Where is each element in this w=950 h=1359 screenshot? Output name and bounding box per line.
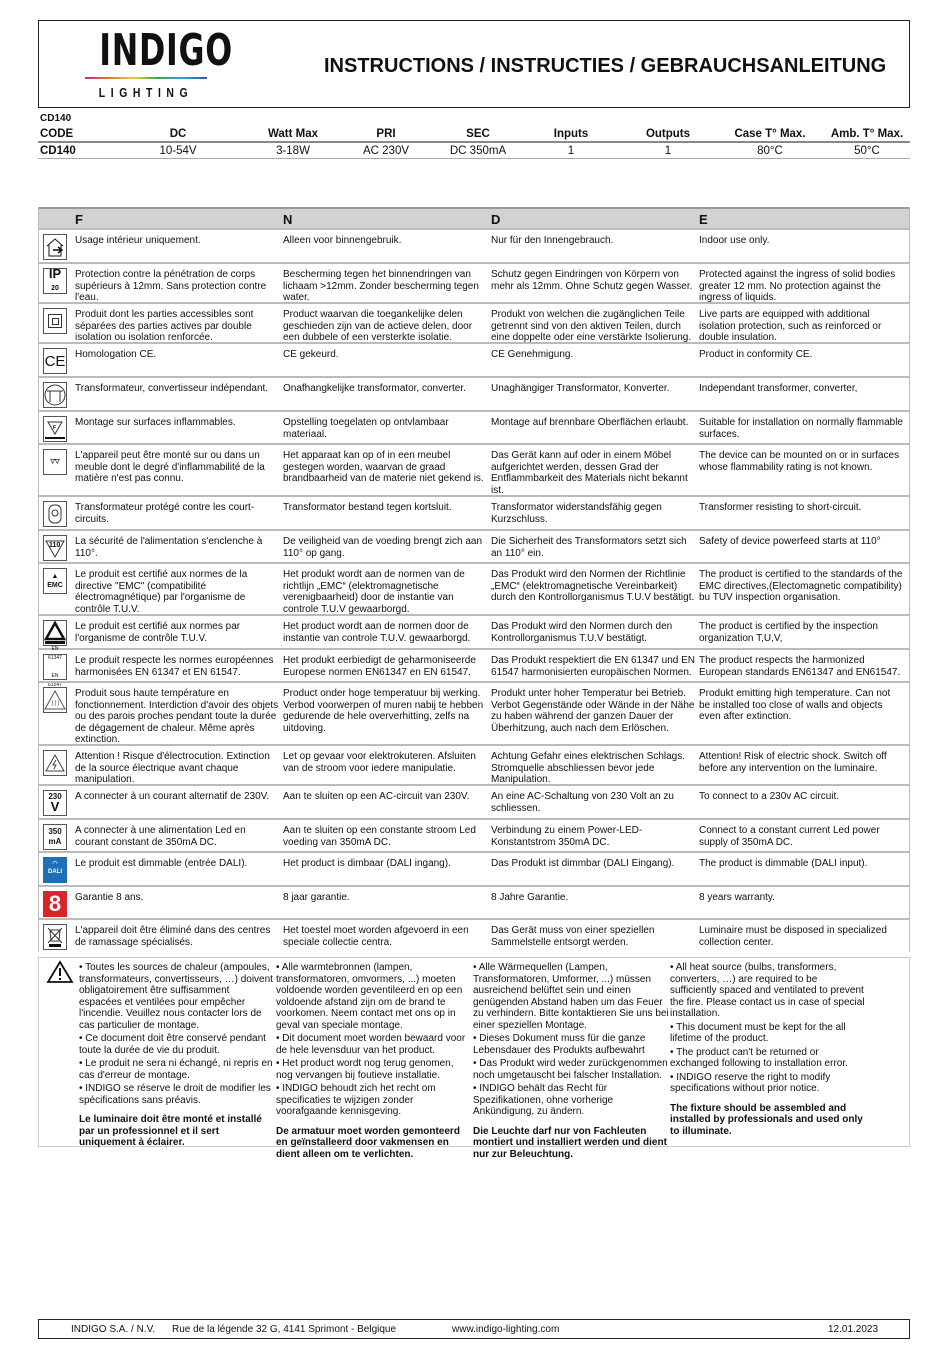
- warnings-section: [38, 957, 910, 1160]
- svg-text:110: 110: [49, 542, 61, 549]
- table-row: [39, 784, 909, 818]
- independent-transformer-icon: [43, 382, 67, 408]
- col-header-d: D: [491, 212, 501, 227]
- spec-value-cell: 3-18W: [276, 144, 310, 157]
- cell-d: Das Produkt wird den Normen der Richtlinie „EMC“ (elektromagnetische Vereinbarkeit) durch den Kontrollorganismus T.U.V bestätigt.: [491, 569, 695, 603]
- footer-company: INDIGO S.A. / N.V.: [71, 1324, 156, 1335]
- cell-e: Live parts are equipped with additional isolation protection, such as reinforced or double insulation.: [699, 309, 882, 343]
- cell-d: Die Sicherheit des Transformators setzt sich an 110° ein.: [491, 536, 687, 559]
- warning-bullet: • Dieses Dokument muss für die ganze Lebensdauer des Produkts aufbewahrt: [473, 1033, 646, 1056]
- weee-bin-icon: [43, 924, 67, 950]
- spec-value-cell: DC 350mA: [449, 144, 507, 157]
- page-title: INSTRUCTIONS / INSTRUCTIES / GEBRAUCHSANLEITUNG: [324, 55, 887, 77]
- cell-e: Transformer resisting to short-circuit.: [699, 502, 862, 513]
- warning-bullet: • INDIGO reserve the right to modify specifications without prior notice.: [670, 1071, 831, 1094]
- short-circuit-proof-icon: [43, 501, 67, 527]
- cell-d: Achtung Gefahr eines elektrischen Schlags. Stromquelle abschliessen bevor jede Manipulation.: [491, 751, 685, 785]
- col-header-n: N: [283, 212, 293, 227]
- cell-d: Das Produkt wird den Normen durch den Kontrollorganismus T.U.V bestätigt.: [491, 621, 673, 644]
- warning-bullet: • INDIGO behoudt zich het recht om specificaties te wijzigen zonder voorafgaande kennisgeving.: [276, 1083, 436, 1117]
- spec-header-cell: PRI: [376, 128, 396, 140]
- cell-e: To connect to a 230v AC circuit.: [699, 791, 840, 802]
- cell-d: 8 Jahre Garantie.: [491, 892, 569, 903]
- table-row: [39, 443, 909, 495]
- cell-e: The product is certified by the inspection organization T,U,V,: [699, 621, 878, 644]
- cell-f: Produit sous haute température en fonctionnement. Interdiction d'avoir des objets ou des parois proches pendant toute la durée de dégagement de chaleur. Même après extinction.: [75, 688, 279, 745]
- table-row: [39, 645, 909, 688]
- cell-f: Produit dont les parties accessibles sont séparées des parties actives par double isolation ou isolation renforcée.: [75, 309, 254, 343]
- mm-mark-icon: ▽▽: [43, 449, 67, 475]
- cell-d: Das Gerät muss von einer speziellen Sammelstelle entsorgt werden.: [491, 925, 655, 948]
- indigo-logo: [81, 25, 233, 100]
- cell-d: Das Gerät kann auf oder in einem Möbel aufgerichtet werden, dessen Grad der Entflammbarkeit des Materials nicht bekannt ist.: [491, 450, 688, 496]
- warning-bullet: • Alle Wärmequellen (Lampen, Transformatoren, Umformer, ...) müssen ausreichend belüftet sein und einen genügenden Abstand haben um das Feuer zu verhindern. Bitte kontaktieren Sie uns bei einer speziellen Montage.: [473, 962, 669, 1031]
- cell-e: Safety of device powerfeed starts at 110°: [699, 536, 881, 547]
- table-row: [39, 228, 909, 262]
- warning-bullet: • This document must be kept for the all lifetime of the product.: [670, 1021, 846, 1044]
- spec-value-cell: 50°C: [854, 144, 880, 157]
- cell-n: Bescherming tegen het binnendringen van lichaam >12mm. Zonder bescherming tegen water.: [283, 269, 479, 303]
- table-row: [39, 851, 909, 885]
- warning-bullet: • Dit document moet worden bewaard voor de hele levensduur van het product.: [276, 1033, 466, 1056]
- footer: [38, 1319, 910, 1339]
- spec-header-cell: Outputs: [645, 128, 691, 140]
- cell-e: Produkt emitting high temperature. Can not be installed too close of walls and objects even after extinction.: [699, 688, 891, 722]
- warning-column: [276, 962, 472, 1160]
- table-row: [39, 918, 909, 952]
- product-code: CD140: [40, 113, 72, 124]
- logo-subtitle: LIGHTING: [98, 85, 194, 100]
- warning-column: [473, 962, 669, 1160]
- thermal-110-icon: [43, 535, 67, 561]
- svg-text:F: F: [53, 425, 57, 431]
- cell-n: Het product is dimbaar (DALI ingang).: [283, 858, 451, 869]
- symbols-table: [38, 207, 910, 952]
- cell-d: Unaghängiger Transformator, Konverter.: [491, 383, 670, 394]
- warning-bullet: • Le produit ne sera ni échangé, ni repris en cas d'erreur de montage.: [79, 1058, 273, 1081]
- 350ma-icon: 350 mA: [43, 824, 67, 850]
- table-row: [39, 495, 909, 529]
- cell-f: Le produit est dimmable (entrée DALI).: [75, 858, 248, 869]
- table-row: [39, 342, 909, 376]
- cell-d: Produkt unter hoher Temperatur bei Betrieb. Verbot Gegenstände oder Wände in der Nähe zu haben während der ganzen Dauer der Überhitzung, auch nach dem Erlöschen.: [491, 688, 695, 734]
- footer-date: 12.01.2023: [828, 1324, 879, 1335]
- cell-f: A connecter à un courant alternatif de 230V.: [75, 791, 270, 802]
- warning-bold-note: Die Leuchte darf nur von Fachleuten montiert und installiert werden und dient nur zur Beleuchtung.: [473, 1125, 667, 1160]
- cell-e: The product is dimmable (DALI input).: [699, 858, 868, 869]
- spec-header-cell: Amb. T° Max.: [830, 128, 904, 140]
- cell-f: Le produit est certifié aux normes de la directive "EMC" (compatibilité électromagnétique) par l'organisme de contrôle T.U.V.: [75, 569, 248, 615]
- table-row: [39, 262, 909, 302]
- cell-n: Aan te sluiten op een constante stroom Led voeding van 350mA DC.: [283, 825, 476, 848]
- double-insulation-icon: [43, 308, 67, 334]
- table-row: [39, 376, 909, 410]
- col-header-e: E: [699, 212, 708, 227]
- warning-bullet: • INDIGO behält das Recht für Spezifikationen, ohne vorherige Ankündigung, zu ändern.: [473, 1083, 614, 1117]
- cell-n: Het apparaat kan op of in een meubel gestegen worden, waarvan de graad brandbaarheid van de materie niet gekend is.: [283, 450, 484, 484]
- cell-f: Transformateur protégé contre les court-circuits.: [75, 502, 255, 525]
- cell-e: The product is certified to the standards of the EMC directives,(Electomagnetic compatibility) bu TUV inspection organisation.: [699, 569, 903, 603]
- table-row: [39, 818, 909, 851]
- cell-f: Garantie 8 ans.: [75, 892, 144, 903]
- warning-column: [79, 962, 275, 1149]
- cell-d: Montage auf brennbare Oberflächen erlaubt.: [491, 417, 689, 428]
- spec-value-cell: 10-54V: [159, 144, 197, 157]
- cell-e: 8 years warranty.: [699, 892, 775, 903]
- cell-e: The product respects the harmonized European standards EN61347 and EN61547.: [699, 655, 901, 678]
- cell-e: Attention! Risk of electric shock. Switch off before any intervention on the luminaire.: [699, 751, 887, 774]
- cell-e: Independant transformer, converter,: [699, 383, 858, 394]
- cell-f: Homologation CE.: [75, 349, 157, 360]
- cell-d: Das Produkt ist dimmbar (DALI Eingang).: [491, 858, 675, 869]
- cell-n: Aan te sluiten op een AC-circuit van 230V.: [283, 791, 470, 802]
- warning-triangle-icon: [47, 961, 73, 983]
- warranty-8-icon: 8: [43, 891, 67, 917]
- table-row: [39, 302, 909, 342]
- spec-value-cell: 1: [664, 144, 672, 157]
- table-row: [39, 410, 909, 443]
- tuv-icon: [43, 620, 67, 646]
- ip20-icon: IP 20: [43, 268, 67, 294]
- cell-d: Schutz gegen Eindringen von Körpern von mehr als 12mm. Ohne Schutz gegen Wasser.: [491, 269, 693, 292]
- warning-bold-note: Le luminaire doit être monté et installé par un professionnel et il sert uniquement à éclairer.: [79, 1114, 262, 1148]
- table-header: [39, 207, 909, 228]
- footer-website[interactable]: www.indigo-lighting.com: [452, 1324, 560, 1335]
- cell-e: Indoor use only.: [699, 235, 770, 246]
- cell-n: Het product wordt aan de normen door de instantie van controle T.U.V. gewaarborgd.: [283, 621, 471, 644]
- cell-d: Produkt von welchen die zugänglichen Teile getrennt sind von den aktiven Teilen, durch eine doppelte oder eine verstärkte Isolierung.: [491, 309, 692, 343]
- spec-value-cell: CD140: [40, 144, 76, 157]
- cell-n: Product waarvan die toegankelijke delen geschieden zijn van de actieve delen, door een dubbele of een versterkte isolatie.: [283, 309, 473, 343]
- cell-n: CE gekeurd.: [283, 349, 339, 360]
- warning-bullet: • Toutes les sources de chaleur (ampoules, transformateurs, convertisseurs, …) doivent obligatoirement être suffisamment espacées et ventilées pour empêcher l'incendie. Veuillez nous contacter lors de cas particulier de montage.: [79, 962, 273, 1031]
- warning-bullet: • Ce document doit être conservé pendant toute la durée de vie du produit.: [79, 1033, 266, 1056]
- table-row: [39, 885, 909, 918]
- spec-table: [38, 127, 910, 159]
- cell-d: CE Genehmigung.: [491, 349, 574, 360]
- 230v-icon: 230 V: [43, 790, 67, 816]
- warning-bullet: • Het product wordt nog terug genomen, nog vervangen bij foutieve installatie.: [276, 1058, 454, 1081]
- warning-bullet: • Das Produkt wird weder zurückgenommen noch umgetauscht bei falscher Installation.: [473, 1058, 668, 1081]
- warning-bullet: • Alle warmtebronnen (lampen, transformatoren, omvormers, ...) moeten voldoende worden geventileerd en op een voldoende afstand zijn om de brand te voorkomen. Neem contact met ons op in geval van speciale montage.: [276, 962, 463, 1031]
- warning-bold-note: The fixture should be assembled and installed by professionals and used only to illuminate.: [670, 1102, 863, 1137]
- cell-f: La sécurité de l'alimentation s'enclenche à 110°.: [75, 536, 263, 559]
- dali-icon: ◠ DALI: [43, 857, 67, 883]
- cell-d: Nur für den Innengebrauch.: [491, 235, 614, 246]
- cell-e: Product in conformity CE.: [699, 349, 813, 360]
- cell-d: Verbindung zu einem Power-LED-Konstantstrom 350mA DC.: [491, 825, 643, 848]
- cell-d: Transformator widerstandsfähig gegen Kurzschluss.: [491, 502, 662, 525]
- warning-column: [670, 962, 866, 1137]
- cell-n: Let op gevaar voor elektrokuteren. Afsluiten van de stroom voor iedere manipulatie.: [283, 751, 476, 774]
- warning-bullet: • INDIGO se réserve le droit de modifier les spécifications sans préavis.: [79, 1083, 271, 1106]
- cell-d: An eine AC-Schaltung von 230 Volt an zu schliessen.: [491, 791, 674, 814]
- warning-bullet: • The product can't be returned or exchanged following to installation error.: [670, 1046, 848, 1069]
- cell-n: 8 jaar garantie.: [283, 892, 350, 903]
- cell-f: Protection contre la pénétration de corps supérieurs à 12mm. Sans protection contre l'eau.: [75, 269, 267, 303]
- logo-rainbow-bar: [85, 77, 207, 79]
- emc-icon: ▲ EMC: [43, 568, 67, 594]
- table-row: [39, 744, 909, 784]
- cell-f: L'appareil peut être monté sur ou dans un meuble dont le degré d'inflammabilité de la matière n'est pas connu.: [75, 450, 265, 484]
- spec-header-cell: Case T° Max.: [734, 128, 806, 140]
- cell-n: Onafhangkelijke transformator, converter.: [283, 383, 466, 394]
- electric-shock-icon: [43, 750, 67, 776]
- spec-header-cell: DC: [169, 128, 187, 140]
- cell-n: Transformator bestand tegen kortsluit.: [283, 502, 452, 513]
- cell-n: Alleen voor binnengebruik.: [283, 235, 402, 246]
- hot-surface-icon: [43, 687, 67, 713]
- warning-bold-note: De armatuur moet worden gemonteerd en geïnstalleerd door vakmensen en dient alleen om te verlichten.: [276, 1125, 460, 1160]
- table-row: [39, 681, 909, 744]
- spec-header-row: [38, 127, 910, 143]
- cell-e: Protected against the ingress of solid bodies greater 12 mm. No protection against the ingress of liquids.: [699, 269, 896, 303]
- cell-n: Het produkt eerbiedigt de geharmoniseerde Europese normen EN61347 en EN 61547.: [283, 655, 476, 678]
- spec-value-cell: AC 230V: [362, 144, 410, 157]
- cell-f: Montage sur surfaces inflammables.: [75, 417, 236, 428]
- spec-value-cell: 80°C: [757, 144, 783, 157]
- cell-e: Luminaire must be disposed in specialized collection center.: [699, 925, 887, 948]
- cell-f: Usage intérieur uniquement.: [75, 235, 201, 246]
- cell-f: L'appareil doit être éliminé dans des centres de ramassage spécialisés.: [75, 925, 271, 948]
- footer-address: Rue de la légende 32 G, 4141 Sprimont - Belgique: [172, 1324, 397, 1335]
- table-row: [39, 614, 909, 648]
- cell-n: De veiligheid van de voeding brengt zich aan 110° op gang.: [283, 536, 483, 559]
- ce-mark-icon: CE: [43, 348, 67, 374]
- spec-value-cell: 1: [567, 144, 575, 157]
- cell-n: Het produkt wordt aan de normen van de richtlijn „EMC“ (elektromagnetische verenigbaarheid) door de instantie van controle T.U.V gewaarborgd.: [283, 569, 465, 615]
- cell-f: Transformateur, convertisseur indépendant.: [75, 383, 269, 394]
- spec-header-cell: SEC: [466, 128, 490, 140]
- document-header: [38, 20, 910, 108]
- col-header-f: F: [75, 212, 83, 227]
- cell-n: Opstelling toegelaten op ontvlambaar materiaal.: [283, 417, 449, 440]
- cell-f: A connecter à une alimentation Led en courant constant de 350mA DC.: [75, 825, 246, 848]
- spec-header-cell: CODE: [40, 128, 74, 140]
- cell-f: Le produit est certifié aux normes par l'organisme de contrôle T.U.V.: [75, 621, 241, 644]
- cell-e: The device can be mounted on or in surfaces whose flammability rating is not known.: [699, 450, 900, 473]
- cell-n: Product onder hoge temperatuur bij werking. Verbod voorwerpen of muren nabij te hebben gedurende de hele oververhitting, zelfs na uitdoving.: [283, 688, 484, 734]
- f-mark-icon: [43, 416, 67, 442]
- cell-d: Das Produkt respektiert die EN 61347 und EN 61547 harmonisierten europäischen Normen.: [491, 655, 695, 678]
- table-row: [39, 562, 909, 614]
- warning-bullet: • All heat source (bulbs, transformers, converters, …) are required to be sufficiently spaced and ventilated to prevent the fire. Please contact us in case of special installation.: [670, 962, 865, 1019]
- cell-f: Attention ! Risque d'électrocution. Extinction de la source électrique avant chaque manipulation.: [75, 751, 270, 785]
- cell-n: Het toestel moet worden afgevoerd in een speciale collectie centra.: [283, 925, 469, 948]
- cell-f: Le produit respecte les normes européennes harmonisées EN 61347 et EN 61547.: [75, 655, 274, 678]
- cell-e: Connect to a constant current Led power supply of 350mA DC.: [699, 825, 880, 848]
- cell-e: Suitable for installation on normally flammable surfaces.: [699, 417, 903, 440]
- spec-header-cell: Watt Max: [267, 128, 319, 140]
- logo-wordmark: INDIGO: [99, 25, 233, 76]
- en-standards-icon: EN 61347 EN 61547: [43, 654, 67, 680]
- spec-value-row: [38, 143, 910, 159]
- table-row: [39, 529, 909, 562]
- spec-header-cell: Inputs: [553, 128, 589, 140]
- indoor-house-icon: [43, 234, 67, 260]
